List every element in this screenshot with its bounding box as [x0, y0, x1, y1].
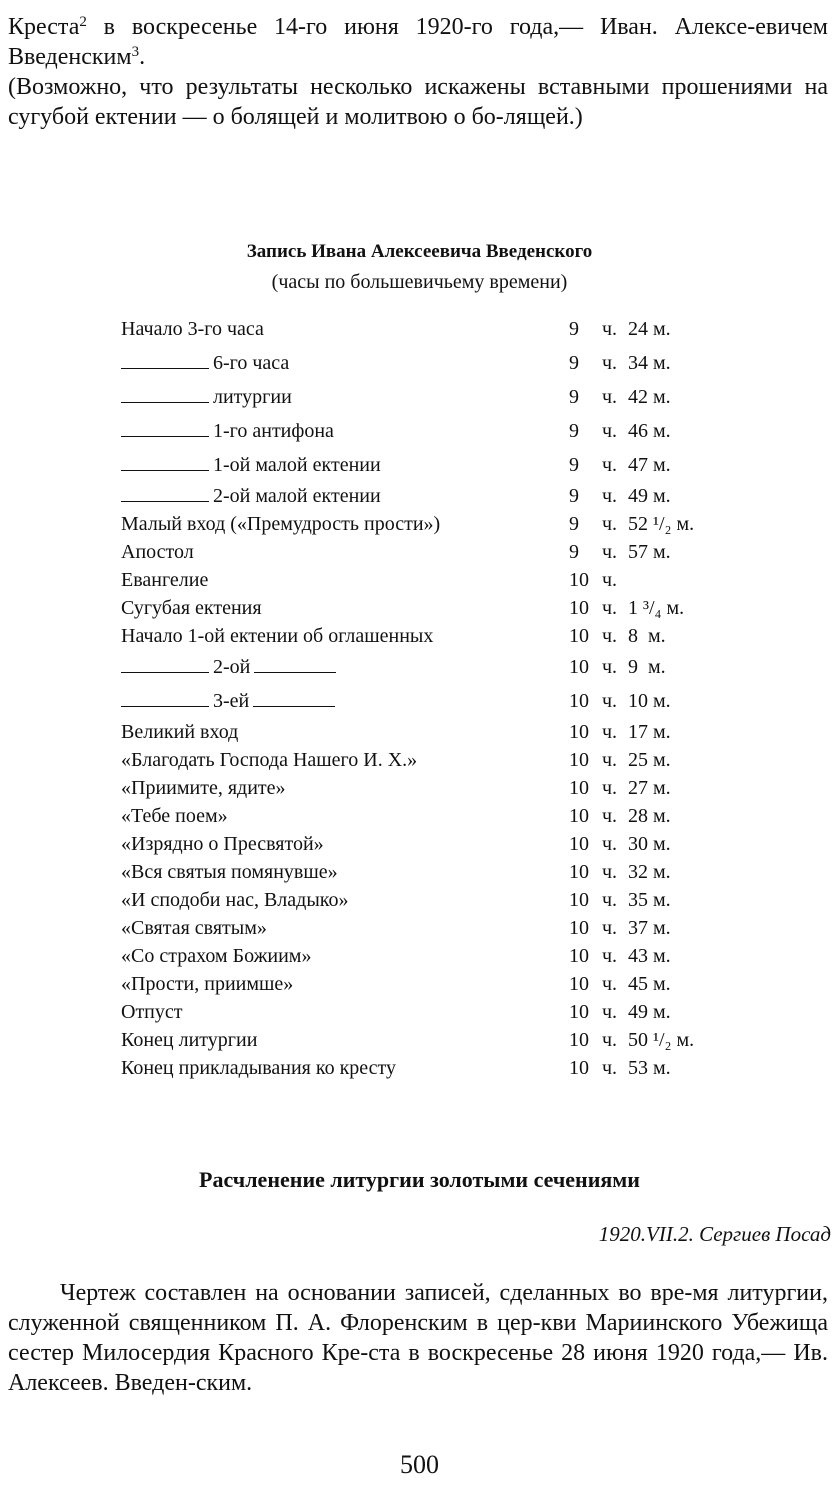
timing-hours-unit: ч.	[602, 454, 618, 476]
timing-time	[569, 830, 741, 858]
timing-label-text: Евангелие	[121, 569, 209, 591]
ditto-dash	[121, 358, 209, 369]
timing-time	[569, 1054, 741, 1082]
timing-hours: 9	[569, 541, 579, 563]
timing-time	[569, 414, 741, 448]
timing-row	[121, 774, 741, 802]
timing-minutes: 24 м.	[628, 318, 671, 340]
timing-hours: 10	[569, 833, 589, 855]
timing-row	[121, 538, 741, 566]
timing-hours: 10	[569, 805, 589, 827]
timing-label-text: «Благодать Господа Нашего И. Х.»	[121, 749, 418, 771]
timing-label-text: «Изрядно о Пресвятой»	[121, 833, 324, 855]
section-title: Расчленение литургии золотыми сечениями	[199, 1167, 640, 1192]
timing-row	[121, 566, 741, 594]
timing-hours-unit: ч.	[602, 861, 618, 883]
timing-label-text: Сугубая ектения	[121, 597, 262, 619]
timing-label	[121, 684, 569, 718]
timing-minutes: 10 м.	[628, 690, 671, 712]
timing-row	[121, 802, 741, 830]
timing-row	[121, 414, 741, 448]
timing-label	[121, 380, 569, 414]
timing-time	[569, 718, 741, 746]
timing-row	[121, 622, 741, 650]
timing-row	[121, 830, 741, 858]
timing-hours-unit: ч.	[602, 485, 618, 507]
timing-hours: 9	[569, 386, 579, 408]
timing-label	[121, 510, 569, 538]
ditto-dash	[121, 392, 209, 403]
ditto-dash	[121, 662, 209, 673]
timing-list	[121, 312, 741, 1082]
timing-label	[121, 998, 569, 1026]
timing-label	[121, 802, 569, 830]
ditto-dash	[121, 460, 209, 471]
timing-hours: 9	[569, 454, 579, 476]
timing-hours: 10	[569, 1057, 589, 1079]
record-subtitle: (часы по большевичьему времени)	[271, 271, 568, 293]
timing-label-text: Начало 1-ой ектении об оглашенных	[121, 625, 434, 647]
intro-text	[8, 12, 828, 132]
timing-minutes: 1 ³/₄ м.	[628, 597, 685, 619]
timing-time	[569, 482, 741, 510]
timing-hours: 9	[569, 420, 579, 442]
timing-label-text: «Вся святыя помянувше»	[121, 861, 338, 883]
timing-time	[569, 684, 741, 718]
timing-hours-unit: ч.	[602, 917, 618, 939]
intro-sentence-body: в воскресенье 14-го июня 1920-го года,— Иван. Алексе-евичем Введенским	[8, 14, 828, 70]
timing-row	[121, 312, 741, 346]
footnote-marker-2: 2	[79, 14, 87, 30]
timing-hours-unit: ч.	[602, 625, 618, 647]
timing-time	[569, 650, 741, 684]
timing-hours: 9	[569, 352, 579, 374]
timing-time	[569, 970, 741, 998]
timing-time	[569, 594, 741, 622]
timing-hours: 10	[569, 625, 589, 647]
timing-row	[121, 914, 741, 942]
timing-time	[569, 914, 741, 942]
timing-minutes: 8 м.	[628, 625, 666, 647]
timing-label	[121, 650, 569, 684]
ditto-dash	[121, 696, 209, 707]
timing-time	[569, 886, 741, 914]
timing-label-text: литургии	[213, 386, 292, 408]
timing-time	[569, 622, 741, 650]
timing-time	[569, 448, 741, 482]
timing-minutes: 53 м.	[628, 1057, 671, 1079]
timing-label-text: 1-ой малой ектении	[213, 454, 381, 476]
timing-label-text: «Приимите, ядите»	[121, 777, 286, 799]
timing-label	[121, 886, 569, 914]
paragraph-text: Чертеж составлен на основании записей, сделанных во вре-мя литургии, служенной священником П. А. Флоренским в цер-кви Мариинского Убежища сестер Милосердия Красного Кре-ста в воскресенье 28 июня 1920 года,— Ив. Алексеев. Введен-ским.	[8, 1280, 828, 1396]
timing-time	[569, 774, 741, 802]
intro-sentence-end: .	[139, 44, 146, 70]
timing-hours: 10	[569, 721, 589, 743]
timing-row	[121, 380, 741, 414]
timing-label-text: «Прости, приимше»	[121, 973, 294, 995]
timing-minutes: 34 м.	[628, 352, 671, 374]
timing-hours-unit: ч.	[602, 318, 618, 340]
timing-row	[121, 684, 741, 718]
timing-label	[121, 746, 569, 774]
timing-time	[569, 858, 741, 886]
timing-label	[121, 718, 569, 746]
timing-hours: 10	[569, 945, 589, 967]
timing-label	[121, 622, 569, 650]
timing-label	[121, 448, 569, 482]
timing-label	[121, 970, 569, 998]
timing-row	[121, 1054, 741, 1082]
ditto-dash	[121, 426, 209, 437]
timing-hours-unit: ч.	[602, 690, 618, 712]
timing-time	[569, 942, 741, 970]
timing-hours-unit: ч.	[602, 945, 618, 967]
timing-hours-unit: ч.	[602, 656, 618, 678]
timing-hours-unit: ч.	[602, 833, 618, 855]
section-paragraph	[8, 1278, 828, 1398]
timing-label	[121, 1026, 569, 1054]
timing-label-text: 6-го часа	[213, 352, 290, 374]
timing-label-text: 1-го антифона	[213, 420, 334, 442]
timing-hours-unit: ч.	[602, 973, 618, 995]
timing-hours-unit: ч.	[602, 749, 618, 771]
timing-row	[121, 448, 741, 482]
timing-minutes: 45 м.	[628, 973, 671, 995]
timing-label	[121, 414, 569, 448]
timing-row	[121, 510, 741, 538]
timing-hours-unit: ч.	[602, 541, 618, 563]
timing-hours: 9	[569, 318, 579, 340]
timing-hours: 10	[569, 656, 589, 678]
timing-row	[121, 942, 741, 970]
ditto-dash	[253, 696, 335, 707]
timing-minutes: 43 м.	[628, 945, 671, 967]
timing-time	[569, 312, 741, 346]
timing-hours-unit: ч.	[602, 1001, 618, 1023]
timing-minutes: 50 ¹/₂ м.	[628, 1029, 695, 1051]
timing-minutes: 17 м.	[628, 721, 671, 743]
timing-label-text: «Со страхом Божиим»	[121, 945, 312, 967]
timing-hours-unit: ч.	[602, 597, 618, 619]
timing-minutes: 27 м.	[628, 777, 671, 799]
timing-minutes: 42 м.	[628, 386, 671, 408]
timing-minutes: 37 м.	[628, 917, 671, 939]
intro-word-kresta: Креста	[8, 14, 80, 40]
timing-label	[121, 482, 569, 510]
timing-minutes: 28 м.	[628, 805, 671, 827]
timing-hours-unit: ч.	[602, 513, 618, 535]
timing-hours: 10	[569, 1029, 589, 1051]
timing-minutes: 46 м.	[628, 420, 671, 442]
date-place: 1920.VII.2. Сергиев Посад	[598, 1222, 831, 1246]
ditto-dash	[121, 491, 209, 502]
timing-hours: 10	[569, 749, 589, 771]
timing-time	[569, 1026, 741, 1054]
timing-hours: 10	[569, 973, 589, 995]
timing-row	[121, 746, 741, 774]
timing-label	[121, 830, 569, 858]
intro-note: (Возможно, что результаты несколько искажены вставными прошениями на сугубой ектении — о болящей и молитвою о бо-лящей.)	[8, 74, 828, 130]
footnote-marker-3: 3	[131, 44, 140, 60]
timing-hours-unit: ч.	[602, 805, 618, 827]
timing-row	[121, 482, 741, 510]
timing-minutes: 49 м.	[628, 485, 671, 507]
timing-label-text: 2-ой	[213, 656, 251, 678]
timing-hours-unit: ч.	[602, 889, 618, 911]
timing-label	[121, 858, 569, 886]
timing-label-text: Конец прикладывания ко кресту	[121, 1057, 397, 1079]
timing-hours-unit: ч.	[602, 420, 618, 442]
timing-row	[121, 718, 741, 746]
timing-time	[569, 346, 741, 380]
timing-row	[121, 998, 741, 1026]
timing-label-text: Начало 3-го часа	[121, 318, 264, 340]
timing-label-text: 2-ой малой ектении	[213, 485, 381, 507]
timing-hours: 10	[569, 569, 589, 591]
timing-row	[121, 886, 741, 914]
timing-minutes: 35 м.	[628, 889, 671, 911]
timing-minutes: 49 м.	[628, 1001, 671, 1023]
intro-sentence	[8, 12, 828, 72]
timing-label	[121, 914, 569, 942]
timing-label-text: «И сподоби нас, Владыко»	[121, 889, 349, 911]
timing-hours: 10	[569, 917, 589, 939]
timing-label	[121, 538, 569, 566]
timing-label-text: Великий вход	[121, 721, 239, 743]
timing-hours: 10	[569, 1001, 589, 1023]
timing-label	[121, 942, 569, 970]
timing-hours-unit: ч.	[602, 386, 618, 408]
timing-hours-unit: ч.	[602, 1057, 618, 1079]
timing-label	[121, 346, 569, 380]
timing-hours: 9	[569, 485, 579, 507]
timing-time	[569, 566, 741, 594]
timing-hours-unit: ч.	[602, 777, 618, 799]
timing-label-text: «Святая святым»	[121, 917, 267, 939]
timing-time	[569, 802, 741, 830]
timing-minutes: 25 м.	[628, 749, 671, 771]
timing-label-text: 3-ей	[213, 690, 250, 712]
timing-hours: 10	[569, 690, 589, 712]
page-number: 500	[400, 1450, 439, 1479]
timing-row	[121, 346, 741, 380]
timing-hours: 10	[569, 777, 589, 799]
timing-time	[569, 998, 741, 1026]
timing-label	[121, 774, 569, 802]
timing-label	[121, 566, 569, 594]
timing-label	[121, 594, 569, 622]
timing-minutes: 47 м.	[628, 454, 671, 476]
timing-time	[569, 746, 741, 774]
timing-hours: 10	[569, 861, 589, 883]
timing-row	[121, 650, 741, 684]
timing-label-text: Апостол	[121, 541, 194, 563]
timing-time	[569, 380, 741, 414]
timing-row	[121, 1026, 741, 1054]
timing-hours: 10	[569, 889, 589, 911]
timing-row	[121, 594, 741, 622]
timing-time	[569, 538, 741, 566]
timing-label-text: Малый вход («Премудрость прости»)	[121, 513, 441, 535]
ditto-dash	[254, 662, 336, 673]
timing-label-text: Отпуст	[121, 1001, 183, 1023]
timing-hours-unit: ч.	[602, 569, 618, 591]
timing-minutes: 57 м.	[628, 541, 671, 563]
timing-label-text: «Тебе поем»	[121, 805, 228, 827]
timing-hours-unit: ч.	[602, 721, 618, 743]
timing-hours-unit: ч.	[602, 1029, 618, 1051]
timing-hours: 9	[569, 513, 579, 535]
timing-minutes: 9 м.	[628, 656, 666, 678]
timing-label	[121, 312, 569, 346]
record-title: Запись Ивана Алексеевича Введенского	[246, 241, 593, 262]
timing-row	[121, 858, 741, 886]
timing-minutes: 52 ¹/₂ м.	[628, 513, 695, 535]
timing-row	[121, 970, 741, 998]
timing-label-text: Конец литургии	[121, 1029, 258, 1051]
timing-minutes: 30 м.	[628, 833, 671, 855]
timing-hours: 10	[569, 597, 589, 619]
timing-hours-unit: ч.	[602, 352, 618, 374]
timing-time	[569, 510, 741, 538]
timing-label	[121, 1054, 569, 1082]
timing-minutes: 32 м.	[628, 861, 671, 883]
